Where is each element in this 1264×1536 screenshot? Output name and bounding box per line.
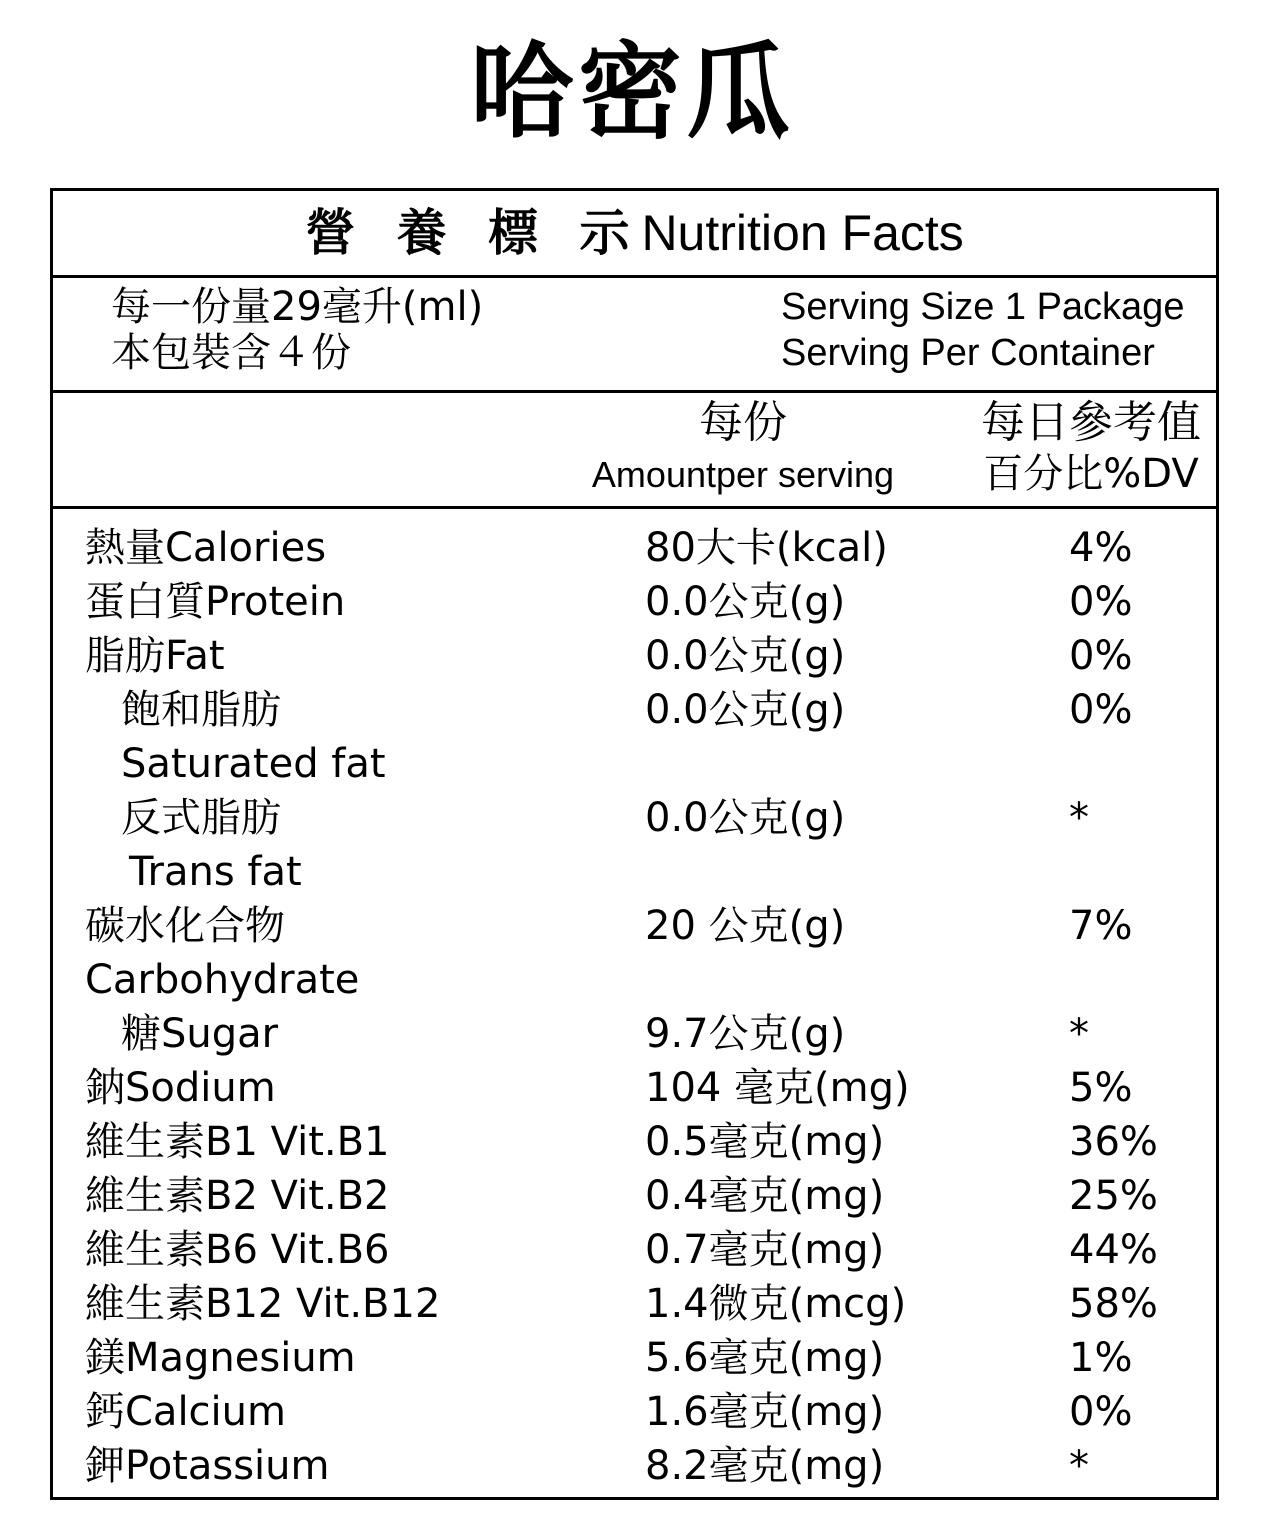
nutrient-amount: 0.0公克(g) [645, 795, 846, 841]
nutrient-amount: 1.4微克(mcg) [645, 1281, 907, 1327]
nutrient-row [53, 1169, 1216, 1223]
dv-column-header [981, 397, 1201, 499]
nutrient-row [53, 953, 1216, 1007]
nutrient-dv: 25% [1069, 1173, 1158, 1219]
nutrient-amount: 0.0公克(g) [645, 579, 846, 625]
nutrient-name: 維生素B1 Vit.B1 [85, 1119, 390, 1165]
nutrient-row [53, 683, 1216, 737]
nutrient-name: 維生素B2 Vit.B2 [85, 1173, 390, 1219]
serving-info-zh [111, 284, 483, 376]
nutrient-dv: 4% [1069, 525, 1133, 571]
nutrient-name: Carbohydrate [85, 957, 360, 1003]
nutrient-name: 碳水化合物 [85, 903, 285, 949]
nutrient-name: 維生素B6 Vit.B6 [85, 1227, 390, 1273]
nutrient-amount: 0.0公克(g) [645, 633, 846, 679]
nutrient-row [53, 1007, 1216, 1061]
nutrient-rows [53, 521, 1216, 1493]
nutrient-name: 蛋白質Protein [85, 579, 346, 625]
nutrient-row [53, 1439, 1216, 1493]
nutrient-row [53, 899, 1216, 953]
column-headers [53, 393, 1216, 509]
nutrient-row [53, 629, 1216, 683]
header-en: Nutrition Facts [641, 205, 964, 261]
nutrient-row [53, 1277, 1216, 1331]
serving-info-en [781, 284, 1184, 376]
nutrient-row [53, 737, 1216, 791]
product-title: 哈密瓜 [469, 31, 794, 153]
nutrition-facts-table [50, 188, 1219, 1500]
nutrient-dv: 5% [1069, 1065, 1133, 1111]
nutrient-amount: 0.5毫克(mg) [645, 1119, 885, 1165]
nutrient-dv: 7% [1069, 903, 1133, 949]
nutrient-name: 熱量Calories [85, 525, 327, 571]
nutrient-amount: 20 公克(g) [645, 903, 846, 949]
nutrient-name: 鈣Calcium [85, 1389, 286, 1435]
servings-per-container-en: Serving Per Container [781, 332, 1155, 374]
nutrient-dv: 0% [1069, 687, 1133, 733]
serving-size-en: Serving Size 1 Package [781, 286, 1185, 328]
nutrient-name: Trans fat [129, 849, 302, 895]
nutrient-dv: 44% [1069, 1227, 1158, 1273]
nutrient-name: 糖Sugar [121, 1011, 279, 1057]
nutrient-amount: 8.2毫克(mg) [645, 1443, 885, 1489]
dv-header-line1: 每日參考值 [981, 397, 1201, 448]
amount-header-en: Amountper serving [591, 454, 895, 495]
nutrient-dv: 58% [1069, 1281, 1158, 1327]
nutrient-dv: 0% [1069, 1389, 1133, 1435]
nutrient-dv: 36% [1069, 1119, 1158, 1165]
serving-info [53, 278, 1216, 393]
nutrient-name: 維生素B12 Vit.B12 [85, 1281, 441, 1327]
serving-size-zh: 每一份量29毫升(ml) [111, 284, 484, 330]
nutrient-amount: 80大卡(kcal) [645, 525, 888, 571]
nutrient-amount: 0.4毫克(mg) [645, 1173, 885, 1219]
nutrient-row [53, 1115, 1216, 1169]
nutrient-row [53, 575, 1216, 629]
nutrient-amount: 9.7公克(g) [645, 1011, 846, 1057]
nutrient-dv: 0% [1069, 579, 1133, 625]
nutrient-dv: * [1069, 1443, 1089, 1489]
nutrient-amount: 5.6毫克(mg) [645, 1335, 885, 1381]
amount-header-zh: 每份 [699, 397, 787, 448]
nutrient-name: 鈉Sodium [85, 1065, 276, 1111]
nutrient-row [53, 1331, 1216, 1385]
nutrient-name: 飽和脂肪 [121, 687, 281, 733]
nutrient-amount: 0.7毫克(mg) [645, 1227, 885, 1273]
nutrient-dv: * [1069, 795, 1089, 841]
nutrient-row [53, 845, 1216, 899]
header-zh: 營 養 標 示 [305, 204, 642, 262]
nutrient-dv: 1% [1069, 1335, 1133, 1381]
nutrient-row [53, 791, 1216, 845]
nutrient-row [53, 521, 1216, 575]
dv-header-line2: 百分比%DV [983, 451, 1199, 497]
nutrient-name: 鎂Magnesium [85, 1335, 356, 1381]
nutrient-amount: 1.6毫克(mg) [645, 1389, 885, 1435]
nutrient-name: 鉀Potassium [85, 1443, 330, 1489]
nutrient-name: 反式脂肪 [121, 795, 281, 841]
nutrient-row [53, 1385, 1216, 1439]
amount-column-header [573, 397, 913, 501]
nutrition-header [53, 191, 1216, 278]
nutrient-dv: * [1069, 1011, 1089, 1057]
nutrient-name: 脂肪Fat [85, 633, 225, 679]
nutrient-amount: 104 毫克(mg) [645, 1065, 910, 1111]
nutrient-dv: 0% [1069, 633, 1133, 679]
servings-per-package-zh: 本包裝含４份 [111, 330, 351, 376]
nutrient-name: Saturated fat [121, 741, 386, 787]
nutrient-row [53, 1223, 1216, 1277]
nutrient-amount: 0.0公克(g) [645, 687, 846, 733]
nutrient-row [53, 1061, 1216, 1115]
